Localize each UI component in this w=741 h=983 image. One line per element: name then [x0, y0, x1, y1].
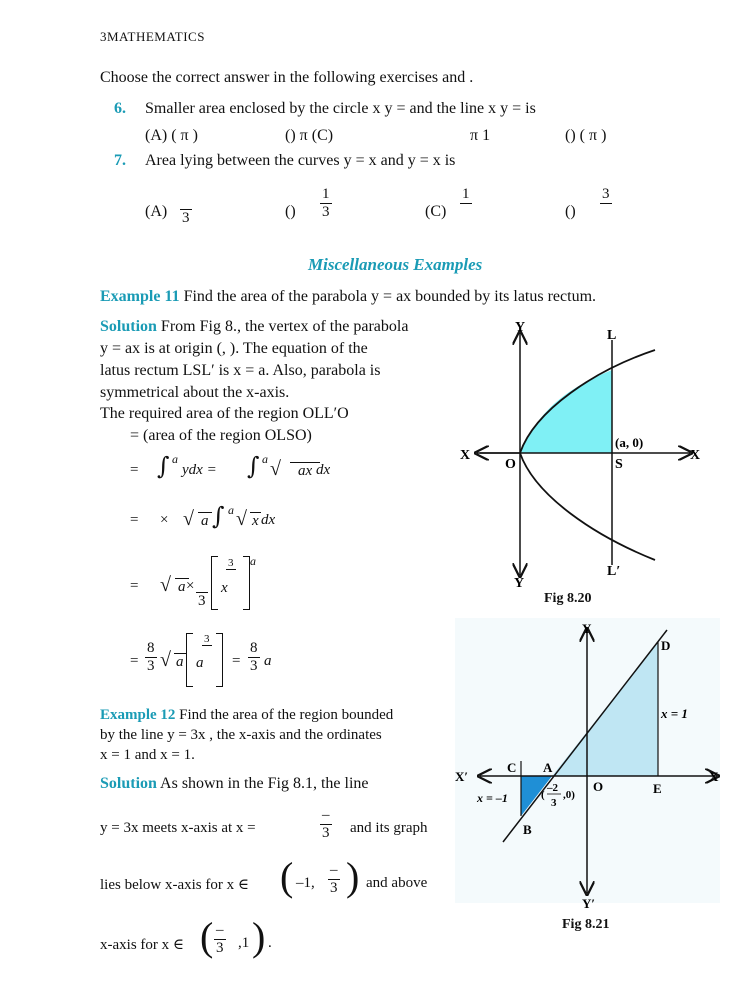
fig820-parabola	[520, 350, 655, 560]
q6-option-a: (A) ( π )	[145, 127, 198, 144]
eq2-sqrt2-icon: √	[236, 508, 247, 530]
q7-option-c-fraction: 1	[460, 186, 472, 220]
fig821-label-a: A	[543, 760, 553, 775]
example-12-line1: Example 12 Find the area of the region bounded	[100, 707, 394, 723]
eq2-radicand: a	[198, 512, 212, 530]
q6-text: Smaller area enclosed by the circle x y = and the line x y = is	[145, 100, 536, 117]
eq1-mid: ydx =	[182, 462, 217, 478]
example-11-text: Find the area of the parabola y = ax bounded by its latus rectum.	[183, 288, 597, 305]
fig821-label-y-top: Y	[582, 621, 592, 636]
fig821-label-c: C	[507, 760, 517, 775]
fig821-label-pt-tail: ,0)	[563, 789, 575, 801]
example-12-sol4-lparen: (	[200, 914, 214, 959]
fig-8-20	[455, 315, 715, 595]
example-12-sol3-lparen: (	[280, 854, 294, 899]
page-header: 3MATHEMATICS	[100, 29, 205, 44]
fig821-label-pt-num: –2	[547, 782, 558, 794]
fig820-label-origin: O	[505, 457, 516, 472]
eq2-equals: =	[130, 512, 139, 528]
eq1-sqrt-icon: √	[270, 458, 281, 480]
example-12-sol4-rparen: )	[252, 914, 266, 959]
example-11-solution-line5: The required area of the region OLL′O	[100, 405, 349, 422]
example-12-sol4b: .	[268, 935, 272, 951]
q7-option-d-label: ()	[565, 203, 576, 220]
example-12-label: Example 12	[100, 707, 176, 723]
fig820-label-y-top: Y	[515, 320, 526, 335]
eq4-a2: a	[264, 653, 272, 669]
q6-option-b: () π (C)	[285, 127, 334, 144]
example-12-sol2-fraction: – 3	[322, 807, 330, 841]
example-12-solution-line1: Solution As shown in the Fig 8.1, the line	[100, 775, 369, 792]
example-12-sol4-fraction: – 3	[216, 922, 224, 956]
fig821-label-x-right: X	[709, 769, 719, 784]
q7-option-b-label: ()	[285, 203, 296, 220]
fig-8-21-caption: Fig 8.21	[562, 917, 610, 932]
example-11-solution-line4: symmetrical about the x-axis.	[100, 384, 290, 401]
q7-option-b-fraction: $\frac{1}{3}$	[322, 186, 330, 220]
eq4-radicand: a	[176, 654, 184, 670]
fig821-label-b: B	[523, 822, 532, 837]
example-12-sol4-interval: ,1	[238, 935, 250, 951]
eq2-sqrt-icon: √	[183, 508, 194, 530]
fig821-label-y-bottom: Y′	[582, 896, 596, 911]
eq1-integral: ∫	[157, 452, 170, 480]
example-11	[100, 288, 596, 306]
eq2-upper: a	[228, 503, 234, 517]
eq1-integral2: ∫	[247, 452, 260, 480]
q7-option-c-label: (C)	[425, 203, 447, 220]
fig820-label-y-bottom: Y	[514, 576, 525, 591]
eq3-equals: =	[130, 578, 139, 594]
eq3-x: x	[221, 580, 228, 596]
eq1-dx: dx	[316, 462, 331, 478]
eq1-equals: =	[130, 462, 139, 478]
q7-option-a-label: (A)	[145, 203, 168, 220]
fig820-label-x-right: X	[690, 448, 701, 463]
example-12-sol2b: and its graph	[350, 820, 428, 836]
fig821-label-pt-head: (	[541, 789, 545, 801]
eq3-exponent: 3	[226, 557, 236, 582]
eq3-limit: a	[250, 554, 256, 568]
eq2-radicand2: x	[252, 513, 259, 529]
fig820-label-l-prime: L′	[607, 564, 621, 579]
eq4-left-bracket	[186, 633, 193, 687]
fig820-label-l: L	[607, 328, 617, 343]
eq3-left-bracket	[211, 556, 218, 610]
eq2-times: ×	[160, 512, 169, 528]
example-11-solution-label: Solution	[100, 318, 157, 335]
example-12-sol3a: lies below x-axis for x ∈	[100, 877, 249, 893]
example-12-sol3-fraction: – 3	[330, 862, 338, 896]
q6-number: 6.	[114, 100, 126, 117]
q6-option-c: π 1	[470, 127, 491, 144]
example-11-label: Example 11	[100, 288, 180, 305]
example-12-line3: x = 1 and x = 1.	[100, 747, 195, 763]
eq1-radicand: ax	[290, 462, 320, 480]
fig821-label-x-eq-1: x = 1	[661, 706, 688, 721]
eq4-a: a	[196, 655, 204, 671]
eq4-exponent: 3	[202, 633, 212, 658]
eq1-upper2: a	[262, 452, 268, 466]
eq4-equals2: =	[232, 653, 241, 669]
q7-number: 7.	[114, 152, 126, 169]
example-12-sol3-interval: –1,	[296, 875, 315, 891]
example-12-sol3-rparen: )	[346, 854, 360, 899]
example-12-solution-label: Solution	[100, 775, 157, 792]
eq4-equals: =	[130, 653, 139, 669]
fig821-label-o: O	[593, 779, 604, 794]
example-12-sol4a: x-axis for x ∈	[100, 937, 185, 953]
eq4-fraction: $\frac{8}{3}$	[147, 640, 155, 674]
q7-option-d-fraction: 3	[600, 186, 612, 220]
exercise-intro: Choose the correct answer in the following exercises and .	[100, 69, 474, 86]
fig820-label-x-left: X	[460, 448, 471, 463]
fig821-label-x-eq-neg1: x = –1	[477, 791, 508, 805]
eq1-upper: a	[172, 452, 178, 466]
eq3-radicand: a	[175, 578, 189, 596]
eq3-right-bracket	[243, 556, 250, 610]
q7-option-a-fraction: 3	[182, 209, 190, 226]
example-11-solution-line1: Solution From Fig 8., the vertex of the parabola	[100, 318, 409, 335]
example-12-sol3b: and above	[366, 875, 428, 891]
eq3-fraction: 3	[198, 592, 206, 609]
eq3-times: ×	[186, 578, 195, 594]
fig821-label-pt-den: 3	[551, 797, 557, 809]
eq4-right-bracket	[216, 633, 223, 687]
section-title: Miscellaneous Examples	[308, 255, 483, 274]
example-11-solution-line3: latus rectum LSL′ is x = a. Also, parabola is	[100, 362, 381, 379]
fig820-label-s: S	[615, 457, 623, 472]
fig-8-21	[455, 618, 725, 913]
example-12-line2: by the line y = 3x , the x-axis and the ordinates	[100, 727, 382, 743]
example-11-solution-line6: = (area of the region OLSO)	[130, 427, 312, 444]
fig821-label-e: E	[653, 781, 662, 796]
fig820-label-point: (a, 0)	[615, 435, 644, 450]
eq3-sqrt-icon: √	[160, 574, 171, 596]
eq2-integral: ∫	[212, 502, 225, 530]
q7-text: Area lying between the curves y = x and y = x is	[145, 152, 456, 169]
fig820-shaded-region	[520, 370, 612, 453]
eq2-dx: dx	[261, 512, 276, 528]
eq4-sqrt-icon: √	[160, 649, 171, 671]
q6-option-d: () ( π )	[565, 127, 607, 144]
fig-8-20-caption: Fig 8.20	[544, 591, 592, 606]
fig821-label-x-left: X′	[455, 769, 469, 784]
example-11-solution-line2: y = ax is at origin (, ). The equation of the	[100, 340, 368, 357]
fig821-label-d: D	[661, 638, 671, 653]
eq4-fraction2: $\frac{8}{3}$	[250, 640, 258, 674]
example-12-sol2a: y = 3x meets x-axis at x =	[100, 820, 256, 836]
